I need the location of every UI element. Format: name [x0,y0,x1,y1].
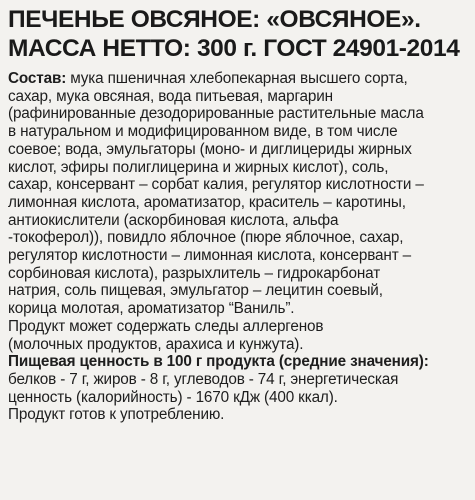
composition-line [8,70,467,88]
composition-line: в натуральном и модифицированном виде, в том числе [8,123,398,141]
composition-line: натрия, соль пищевая, эмульгатор – лецитин соевый, [8,282,383,300]
composition-line: лимонная кислота, ароматизатор, краситель – каротины, [8,193,406,211]
composition-line: (рафинированные дезодорированные растительные масла [8,105,424,123]
nutrition-line: ценность (калорийность) - 1670 кДж (400 ккал). [8,388,338,406]
composition-line: -токоферол)), повидло яблочное (пюре яблочное, сахар, [8,229,404,247]
label-text [8,70,467,424]
composition-line: сахар, мука овсяная, вода питьевая, маргарин [8,87,333,105]
product-name: ПЕЧЕНЬЕ ОВСЯНОЕ: «ОВСЯНОЕ». [8,6,421,33]
composition-line: кислот, эфиры полиглицерина и жирных кислот), соль, [8,158,389,176]
allergen-line: (молочных продуктов, арахиса и кунжута). [8,335,304,353]
composition-line: сахар, консервант – сорбат калия, регулятор кислотности – [8,176,424,194]
net-weight-and-standard: МАССА НЕТТО: 300 г. ГОСТ 24901-2014 [8,35,460,62]
ready-to-eat-note: Продукт готов к употреблению. [8,406,225,424]
nutrition-line: белков - 7 г, жиров - 8 г, углеводов - 74 г, энергетическая [8,370,399,388]
composition-line: сорбиновая кислота), разрыхлитель – гидрокарбонат [8,264,381,282]
composition-line: регулятор кислотности – лимонная кислота, консервант – [8,247,412,265]
composition-line: соевое; вода, эмульгаторы (моно- и диглицериды жирных [8,140,412,158]
composition-text: мука пшеничная хлебопекарная высшего сорта, [66,70,408,87]
allergen-line: Продукт может содержать следы аллергенов [8,317,324,335]
composition-line: корица молотая, ароматизатор “Ваниль”. [8,300,295,318]
composition-line: антиокислители (аскорбиновая кислота, альфа [8,211,339,229]
nutrition-heading: Пищевая ценность в 100 г продукта (средние значения): [8,353,429,371]
composition-heading: Состав: [8,70,67,87]
